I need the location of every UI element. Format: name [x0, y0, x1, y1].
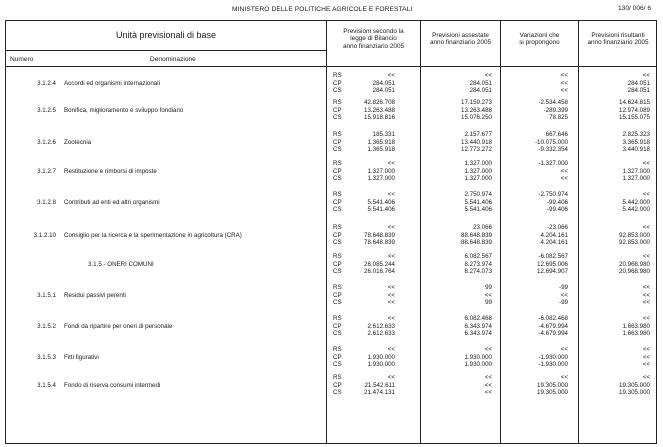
value-cell-group	[498, 224, 568, 247]
value-cell: <<	[642, 299, 650, 306]
value-cell: 99	[485, 299, 492, 306]
value-cell: <<	[484, 374, 492, 381]
row-type-label: RS	[333, 253, 342, 260]
value-cell-group	[325, 99, 395, 122]
value-cell: -23.066	[547, 224, 568, 231]
row-type-label: CP	[333, 138, 342, 146]
row-type-label: CP	[333, 353, 342, 361]
value-cell: 2.612.633	[367, 330, 395, 337]
row-code: 3.1.5.4	[37, 382, 56, 389]
value-cell-group	[498, 253, 568, 276]
row-code: 3.1.2.4	[37, 80, 56, 87]
row-type-label: CP	[333, 79, 342, 87]
value-cell: 17.159.273	[461, 99, 492, 106]
value-cell-group	[580, 131, 650, 154]
value-cell: 14.624.815	[619, 99, 650, 106]
value-cell: 42.826.708	[364, 99, 395, 106]
value-cell: 13.440.918	[461, 138, 492, 146]
value-cell: 1.663.980	[622, 322, 650, 330]
value-cell: 1.930.000	[464, 361, 492, 368]
value-cell: 1.930.000	[367, 353, 395, 361]
value-cell: -9.332.354	[538, 146, 568, 153]
row-description: Accordi ed organismi internazionali	[64, 80, 160, 87]
value-cell: <<	[560, 374, 568, 381]
value-cell: -6.082.567	[538, 253, 568, 260]
value-cell: 13.263.488	[461, 106, 492, 114]
row-code: 3.1.2.6	[37, 139, 56, 146]
value-cell-group	[325, 253, 395, 276]
value-cell: <<	[484, 381, 492, 389]
value-cell: 5.541.406	[464, 206, 492, 213]
row-type-label: RS	[333, 131, 342, 138]
value-cell: <<	[560, 72, 568, 79]
value-cell: 21.542.611	[364, 381, 395, 389]
value-cell: 8.274.073	[464, 268, 492, 275]
value-cell: -1.327.000	[538, 160, 568, 167]
row-type-label: RS	[333, 374, 342, 381]
value-cell: 5.442.000	[622, 206, 650, 213]
value-cell: 19.305.000	[537, 381, 568, 389]
row-type-label: CS	[333, 87, 342, 94]
row-type-label: RS	[333, 99, 342, 106]
row-type-label: CP	[333, 291, 342, 299]
row-description: Fitti figurativi	[64, 354, 99, 361]
value-cell: 284.051	[372, 79, 395, 87]
value-cell-group	[422, 374, 492, 397]
value-cell: 4.204.161	[540, 231, 568, 239]
value-cell: 92.853.000	[619, 239, 650, 246]
value-cell: 92.853.000	[619, 231, 650, 239]
value-cell: -99.406	[547, 206, 568, 213]
row-type-label: CS	[333, 268, 342, 275]
value-cell: 88.648.839	[461, 239, 492, 246]
value-cell: 5.541.406	[464, 198, 492, 206]
value-cell: <<	[560, 346, 568, 353]
row-type-label: CS	[333, 361, 342, 368]
value-cell: 2.612.633	[367, 322, 395, 330]
row-type-label: CS	[333, 330, 342, 337]
value-cell-group	[325, 284, 395, 307]
row-type-label: RS	[333, 284, 342, 291]
row-type-label: CP	[333, 231, 342, 239]
value-cell: 6.082.567	[464, 253, 492, 260]
value-cell: <<	[387, 160, 395, 167]
value-cell-group	[325, 374, 395, 397]
row-type-label: RS	[333, 224, 342, 231]
row-description: Fondo di riserva consumi intermedi	[64, 382, 161, 389]
value-cell: 19.305.000	[537, 389, 568, 396]
value-cell-group	[580, 99, 650, 122]
value-cell: 19.305.000	[619, 389, 650, 396]
value-cell: <<	[642, 253, 650, 260]
value-cell-group	[580, 160, 650, 183]
value-cell: 13.263.488	[364, 106, 395, 114]
row-description: Restituzione e rimborsi di imposte	[64, 168, 157, 175]
row-description: Consiglio per la ricerca e la sperimentazione in agricoltura (CRA)	[64, 232, 242, 239]
column-header-numero: Numero	[10, 56, 34, 63]
value-cell-group	[325, 160, 395, 183]
row-description: Bonifica, miglioramento e sviluppo fondiario	[64, 107, 184, 114]
value-cell: 1.327.000	[367, 175, 395, 182]
row-code: 3.1.2.5	[37, 107, 56, 114]
row-description: Contributi ad enti ed altri organismi	[64, 199, 160, 206]
value-cell: 3.440.918	[622, 146, 650, 153]
value-cell: 2.157.677	[464, 131, 492, 138]
row-type-label: CP	[333, 260, 342, 268]
value-cell: -6.082.468	[538, 315, 568, 322]
value-cell-group	[325, 131, 395, 154]
value-cell-group	[422, 191, 492, 214]
value-cell: 20.968.980	[619, 260, 650, 268]
value-cell-group	[422, 224, 492, 247]
value-cell: 21.474.131	[364, 389, 395, 396]
column-divider	[578, 20, 579, 444]
value-cell-group	[498, 131, 568, 154]
value-cell-group	[580, 224, 650, 247]
row-type-label: RS	[333, 346, 342, 353]
value-cell: -1.930.000	[538, 361, 568, 368]
row-type-label: CS	[333, 114, 342, 121]
table-title: Unità previsionali di base	[115, 30, 217, 40]
value-cell: <<	[387, 72, 395, 79]
row-type-label: CS	[333, 299, 342, 306]
value-cell: 284.051	[469, 87, 492, 94]
value-cell: <<	[560, 79, 568, 87]
value-cell: 1.327.000	[464, 167, 492, 175]
value-cell: <<	[642, 353, 650, 361]
value-cell: 78.648.839	[364, 239, 395, 246]
row-type-label: CS	[333, 146, 342, 153]
value-cell-group	[498, 374, 568, 397]
value-cell-group	[498, 191, 568, 214]
row-code: 3.1.5.1	[37, 292, 56, 299]
value-cell: 26.085.244	[364, 260, 395, 268]
value-cell-group	[422, 131, 492, 154]
value-cell: <<	[484, 72, 492, 79]
section-heading: 3.1.5 - ONERI COMUNI	[88, 261, 154, 268]
value-cell: -2.534.458	[538, 99, 568, 106]
value-cell-group	[325, 224, 395, 247]
column-header-previsioni-risultanti: Previsioni risultanti anno finanziario 2005	[587, 32, 649, 47]
value-cell: 78.648.839	[364, 231, 395, 239]
value-cell: 284.051	[627, 79, 650, 87]
value-cell: 23.066	[473, 224, 492, 231]
value-cell-group	[422, 284, 492, 307]
value-cell: -2.750.974	[538, 191, 568, 198]
row-type-label: RS	[333, 191, 342, 198]
value-cell: 1.663.980	[622, 330, 650, 337]
value-cell-group	[325, 191, 395, 214]
value-cell: <<	[560, 167, 568, 175]
value-cell: 5.541.406	[367, 198, 395, 206]
value-cell: <<	[387, 191, 395, 198]
value-cell: -10.075.000	[534, 138, 568, 146]
value-cell: <<	[642, 346, 650, 353]
value-cell: 99	[485, 284, 492, 291]
value-cell-group	[580, 72, 650, 95]
row-type-label: RS	[333, 72, 342, 79]
value-cell: -99	[559, 284, 568, 291]
value-cell: 88.648.839	[461, 231, 492, 239]
value-cell: <<	[642, 191, 650, 198]
value-cell: <<	[387, 224, 395, 231]
row-description: Residui passivi perenti	[64, 292, 126, 299]
value-cell: -99	[559, 299, 568, 306]
value-cell: 12.773.272	[461, 146, 492, 153]
value-cell: 19.305.000	[619, 381, 650, 389]
value-cell: 12.974.089	[619, 106, 650, 114]
value-cell-group	[580, 284, 650, 307]
header-bottom-rule	[5, 66, 657, 67]
value-cell: 8.273.974	[464, 260, 492, 268]
value-cell: 1.327.000	[622, 167, 650, 175]
value-cell: 284.051	[372, 87, 395, 94]
value-cell: 3.365.918	[622, 138, 650, 146]
value-cell-group	[498, 284, 568, 307]
value-cell: <<	[387, 291, 395, 299]
value-cell: 78.825	[549, 114, 568, 121]
value-cell: <<	[387, 253, 395, 260]
value-cell-group	[580, 253, 650, 276]
value-cell-group	[325, 315, 395, 338]
value-cell: <<	[387, 315, 395, 322]
value-cell-group	[498, 315, 568, 338]
value-cell: 20.968.980	[619, 268, 650, 275]
row-type-label: RS	[333, 160, 342, 167]
value-cell: 284.051	[627, 87, 650, 94]
value-cell: -99.406	[547, 198, 568, 206]
value-cell-group	[498, 99, 568, 122]
value-cell-group	[422, 160, 492, 183]
value-cell: 15.155.075	[619, 114, 650, 121]
value-cell: 26.016.764	[364, 268, 395, 275]
row-code: 3.1.2.7	[37, 168, 56, 175]
value-cell: <<	[642, 374, 650, 381]
value-cell: <<	[642, 315, 650, 322]
row-type-label: CP	[333, 167, 342, 175]
value-cell-group	[325, 346, 395, 369]
value-cell: 1.327.000	[464, 160, 492, 167]
value-cell: 1.327.000	[622, 175, 650, 182]
row-type-label: CP	[333, 198, 342, 206]
value-cell: <<	[387, 284, 395, 291]
value-cell: <<	[560, 175, 568, 182]
ministry-header: MINISTERO DELLE POLITICHE AGRICOLE E FORESTALI	[232, 6, 413, 13]
value-cell: 667.646	[545, 131, 568, 138]
value-cell: 185.331	[372, 131, 395, 138]
value-cell-group	[498, 72, 568, 95]
value-cell: 2.750.974	[464, 191, 492, 198]
column-header-previsioni-assestate: Previsioni assestate anno finanziario 2005	[429, 32, 492, 47]
value-cell-group	[325, 72, 395, 95]
row-type-label: CP	[333, 381, 342, 389]
row-type-label: CS	[333, 206, 342, 213]
value-cell-group	[580, 346, 650, 369]
row-type-label: CS	[333, 389, 342, 396]
row-type-label: CP	[333, 322, 342, 330]
value-cell: <<	[642, 224, 650, 231]
value-cell: <<	[387, 374, 395, 381]
value-cell: -289.399	[543, 106, 568, 114]
value-cell-group	[422, 346, 492, 369]
value-cell: 2.825.323	[622, 131, 650, 138]
value-cell: 5.442.000	[622, 198, 650, 206]
value-cell-group	[422, 99, 492, 122]
value-cell-group	[498, 346, 568, 369]
value-cell-group	[580, 315, 650, 338]
value-cell: <<	[387, 346, 395, 353]
value-cell: 15.918.816	[364, 114, 395, 121]
value-cell: 12.694.907	[537, 268, 568, 275]
value-cell: -4.679.994	[538, 322, 568, 330]
value-cell: <<	[642, 284, 650, 291]
value-cell: <<	[642, 72, 650, 79]
value-cell: 284.051	[469, 79, 492, 87]
value-cell-group	[422, 253, 492, 276]
page-reference: 130/ 006/ 6	[618, 5, 651, 12]
column-header-denominazione: Denominazione	[150, 56, 196, 63]
row-code: 3.1.2.10	[33, 232, 56, 239]
value-cell-group	[580, 191, 650, 214]
value-cell: <<	[560, 291, 568, 299]
row-type-label: RS	[333, 315, 342, 322]
value-cell: 5.541.406	[367, 206, 395, 213]
value-cell: 1.930.000	[367, 361, 395, 368]
value-cell-group	[498, 160, 568, 183]
value-cell: 1.365.918	[367, 146, 395, 153]
row-type-label: CP	[333, 106, 342, 114]
row-description: Fondi da ripartire per oneri di personale	[64, 323, 173, 330]
value-cell: 1.327.000	[367, 167, 395, 175]
value-cell: <<	[642, 361, 650, 368]
header-divider	[5, 50, 326, 51]
value-cell: 1.327.000	[464, 175, 492, 182]
value-cell: 15.076.250	[461, 114, 492, 121]
value-cell: 1.365.918	[367, 138, 395, 146]
column-header-previsioni-bilancio: Previsioni secondo la legge di Bilancio anno finanziario 2005	[342, 28, 405, 50]
value-cell: 6.343.974	[464, 330, 492, 337]
value-cell-group	[580, 374, 650, 397]
value-cell-group	[422, 72, 492, 95]
value-cell: <<	[484, 291, 492, 299]
value-cell: <<	[642, 160, 650, 167]
value-cell: <<	[642, 291, 650, 299]
row-code: 3.1.5.2	[37, 323, 56, 330]
value-cell: 6.082.468	[464, 315, 492, 322]
row-code: 3.1.2.8	[37, 199, 56, 206]
value-cell: <<	[560, 87, 568, 94]
value-cell: <<	[484, 389, 492, 396]
value-cell: -4.679.994	[538, 330, 568, 337]
value-cell: <<	[387, 299, 395, 306]
value-cell: -1.930.000	[538, 353, 568, 361]
value-cell: 12.695.006	[537, 260, 568, 268]
value-cell: 1.930.000	[464, 353, 492, 361]
value-cell: 6.343.974	[464, 322, 492, 330]
column-divider	[420, 20, 421, 444]
column-header-variazioni: Variazioni che si propongono	[519, 32, 560, 47]
value-cell-group	[422, 315, 492, 338]
row-type-label: CS	[333, 239, 342, 246]
value-cell: <<	[484, 346, 492, 353]
row-code: 3.1.5.3	[37, 354, 56, 361]
row-description: Zootecnia	[64, 139, 92, 146]
row-type-label: CS	[333, 175, 342, 182]
value-cell: 4.204.161	[540, 239, 568, 246]
